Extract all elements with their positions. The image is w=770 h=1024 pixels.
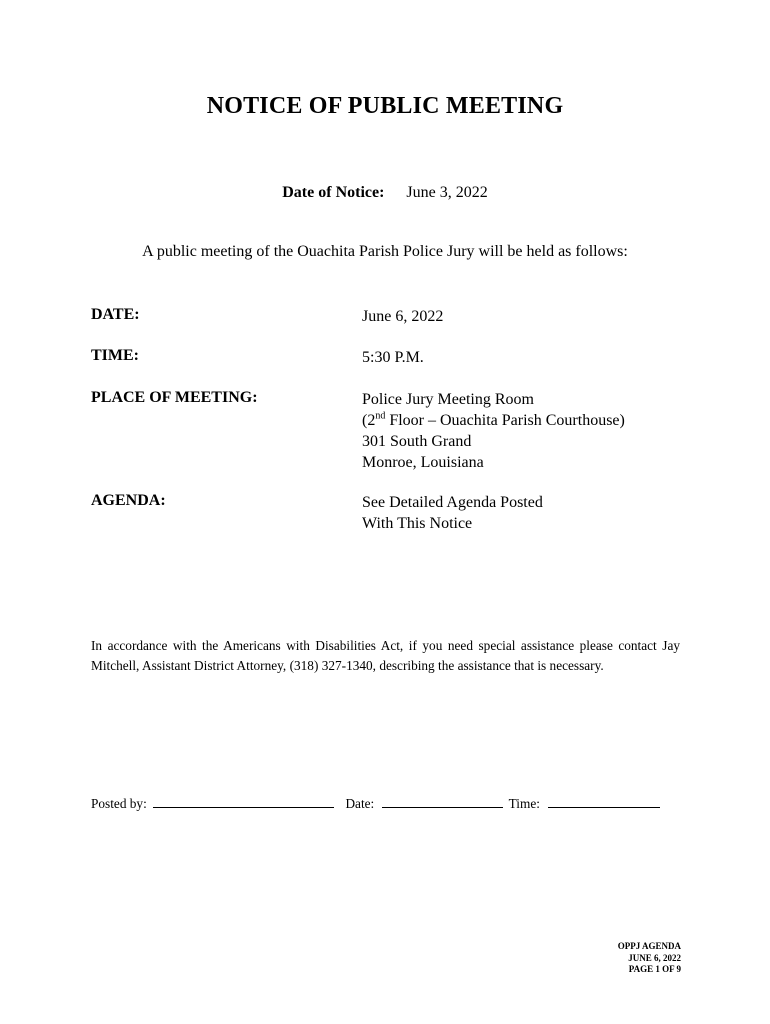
- notice-date-label: Date of Notice:: [282, 184, 385, 201]
- posted-by-label: Posted by:: [91, 796, 147, 811]
- posting-date-label: Date:: [345, 796, 375, 811]
- date-value: [362, 306, 443, 327]
- time-value-text: 5:30 P.M.: [362, 349, 424, 366]
- notice-date-value: June 3, 2022: [406, 184, 488, 201]
- date-value-text: June 6, 2022: [362, 308, 444, 325]
- place-line-3: 301 South Grand: [362, 433, 472, 450]
- time-label: TIME:: [91, 347, 139, 364]
- posting-date-blank[interactable]: [382, 795, 503, 808]
- place-line-2-rest: Floor – Ouachita Parish Courthouse): [385, 412, 625, 429]
- posting-line: [91, 795, 660, 812]
- place-line-4: Monroe, Louisiana: [362, 454, 484, 471]
- place-line-2: [362, 410, 625, 431]
- footer-line-2: JUNE 6, 2022: [628, 952, 681, 963]
- posting-time-blank[interactable]: [548, 795, 660, 808]
- footer-line-3: PAGE 1 OF 9: [628, 964, 681, 974]
- place-value: [362, 389, 625, 473]
- agenda-line-1: See Detailed Agenda Posted: [362, 494, 543, 511]
- posting-time-label: Time:: [508, 796, 540, 811]
- footer-line-1: OPPJ AGENDA: [617, 941, 681, 951]
- place-label: PLACE OF MEETING:: [91, 389, 258, 406]
- intro-text: A public meeting of the Ouachita Parish Police Jury will be held as follows:: [142, 243, 628, 260]
- page-footer: [618, 941, 681, 976]
- place-line-2-sup: nd: [375, 410, 386, 422]
- agenda-line-2: With This Notice: [362, 515, 473, 532]
- agenda-label: AGENDA:: [91, 492, 166, 509]
- posted-by-blank[interactable]: [153, 795, 334, 808]
- place-line-1: Police Jury Meeting Room: [362, 391, 534, 408]
- time-value: [362, 347, 424, 368]
- notice-date: [0, 184, 770, 202]
- agenda-value: [362, 492, 543, 534]
- page-title: NOTICE OF PUBLIC MEETING: [206, 93, 564, 119]
- date-label: DATE:: [91, 306, 140, 323]
- ada-notice: In accordance with the Americans with Disabilities Act, if you need special assistance please contact Jay Mitchell, Assistant District Attorney, (318) 327-1340, describing the assistance that is necessary.: [91, 638, 680, 673]
- place-line-2-open: (2: [362, 412, 376, 429]
